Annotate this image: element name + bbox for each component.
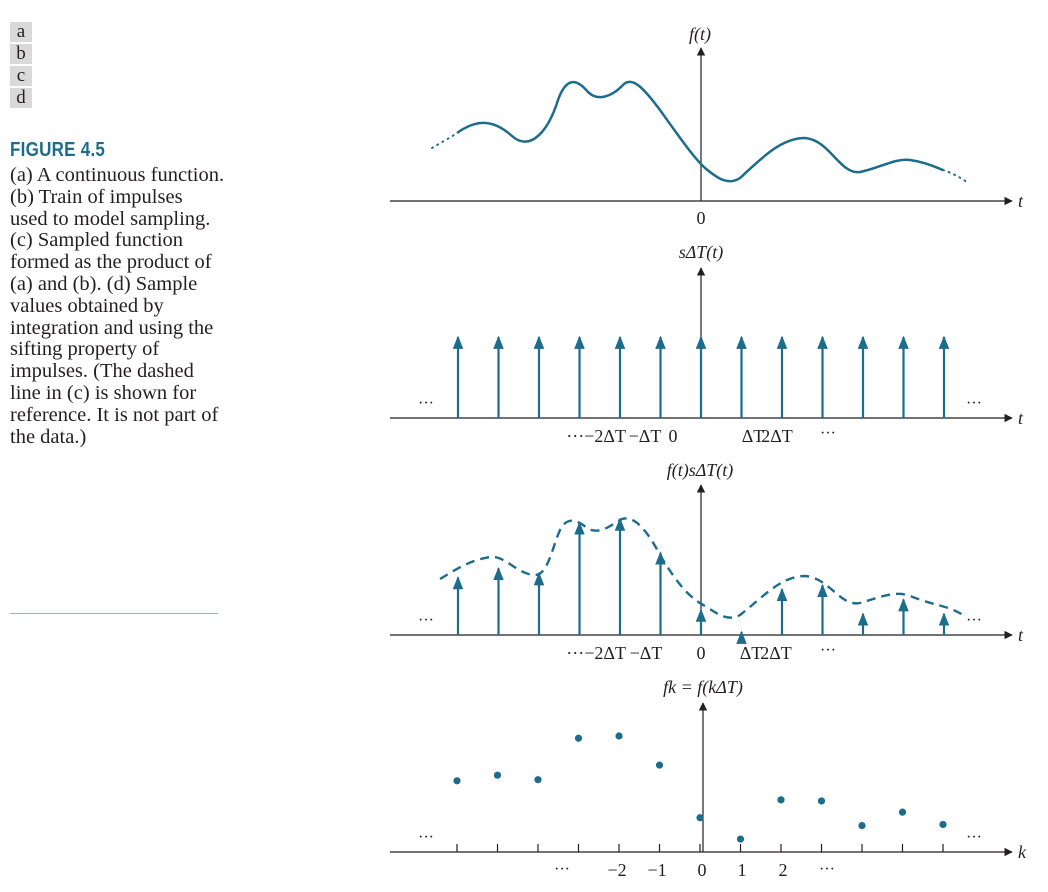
panel-d-sample-dot (858, 822, 865, 829)
panel-d-sample-dot (737, 835, 744, 842)
panel-b-left-ellipsis: ··· (418, 395, 434, 412)
panel-letter-d: d (10, 88, 32, 108)
panel-d-x-label: k (1018, 842, 1026, 862)
panel-b (390, 242, 1024, 446)
panel-letter-c: c (10, 66, 32, 86)
panel-d-sample-dot (453, 777, 460, 784)
panel-d-left-ellipsis: ··· (418, 829, 434, 846)
panel-d-sample-dot (575, 735, 582, 742)
panel-letter-b: b (10, 44, 32, 64)
panel-d-tick-label-1: 1 (737, 860, 747, 880)
panel-c-tick-label-minus-2: ···−2ΔT (566, 643, 626, 663)
panel-d-sample-dot (696, 814, 703, 821)
panel-c-x-label: t (1018, 625, 1024, 645)
panel-a-y-label: f(t) (689, 24, 711, 44)
panel-a (390, 24, 1024, 228)
panel-b-x-label: t (1018, 408, 1024, 428)
panel-d-sample-dot (656, 762, 663, 769)
panel-b-tick-label-0: 0 (668, 426, 678, 446)
figure-caption: (a) A continuous function. (b) Train of impulses used to model sampling. (c) Sampled function formed as the product of (a) and (b). (d) Sample values obtained by integration and using the sifting property of impulses. (The dashed line in (c) is shown for reference. It is not part of the data.) (10, 164, 225, 448)
panel-b-impulse-train (458, 337, 944, 418)
panel-a-function-curve (457, 82, 943, 181)
panel-d-sample-dot (939, 821, 946, 828)
panel-b-right-ellipsis: ··· (966, 395, 982, 412)
panel-d-sample-values (453, 732, 946, 842)
panel-c-tick-label-1: ΔT (739, 643, 763, 663)
panel-c-tick-label-0: 0 (696, 643, 706, 663)
panel-d (390, 677, 1027, 880)
panel-c-reference-dashed-curve (440, 518, 965, 617)
panel-d-sample-dot (615, 732, 622, 739)
panel-d-tick-label-0: 0 (697, 860, 707, 880)
panel-d-tick-label-2: 2 (778, 860, 788, 880)
panel-c-y-label: f(t)sΔT(t) (666, 460, 734, 480)
panel-d-axis-ticks (457, 844, 943, 852)
panel-d-y-label: fk = f(kΔT) (663, 677, 743, 697)
panel-c (390, 460, 1024, 663)
panel-a-dotted-left (432, 133, 457, 148)
panel-d-right-ellipsis: ··· (966, 829, 982, 846)
panel-d-sample-dot (899, 809, 906, 816)
panel-c-tick-label-2: 2ΔT (760, 643, 792, 663)
panel-a-origin-label: 0 (696, 208, 706, 228)
panel-a-dotted-right (943, 170, 968, 183)
panel-b-tick-label-2: 2ΔT (761, 426, 793, 446)
panel-a-x-label: t (1018, 191, 1024, 211)
panel-d-sample-dot (494, 772, 501, 779)
panel-c-tick-label-ellipsis: ··· (820, 642, 836, 659)
panel-c-right-ellipsis: ··· (966, 612, 982, 629)
panel-b-tick-label-minus-2: ···−2ΔT (566, 426, 626, 446)
panel-d-tick-label-minus-1: −1 (647, 860, 667, 880)
panel-d-sample-dot (534, 776, 541, 783)
panel-d-sample-dot (777, 796, 784, 803)
panel-b-y-label: sΔT(t) (678, 242, 724, 262)
figure-label: FIGURE 4.5 (10, 139, 106, 161)
panel-letter-a: a (10, 22, 32, 42)
panel-b-tick-label-1: ΔT (741, 426, 765, 446)
panel-d-sample-dot (818, 797, 825, 804)
panel-d-tick-label-left-ellipsis: ··· (554, 861, 570, 878)
panel-b-tick-label-minus-1: −ΔT (628, 426, 662, 446)
panel-b-tick-label-ellipsis: ··· (820, 425, 836, 442)
panel-c-tick-label-minus-1: −ΔT (629, 643, 663, 663)
panel-c-left-ellipsis: ··· (418, 612, 434, 629)
panel-d-tick-label-minus-2: −2 (607, 860, 627, 880)
panel-d-tick-label-right-ellipsis: ··· (819, 861, 835, 878)
